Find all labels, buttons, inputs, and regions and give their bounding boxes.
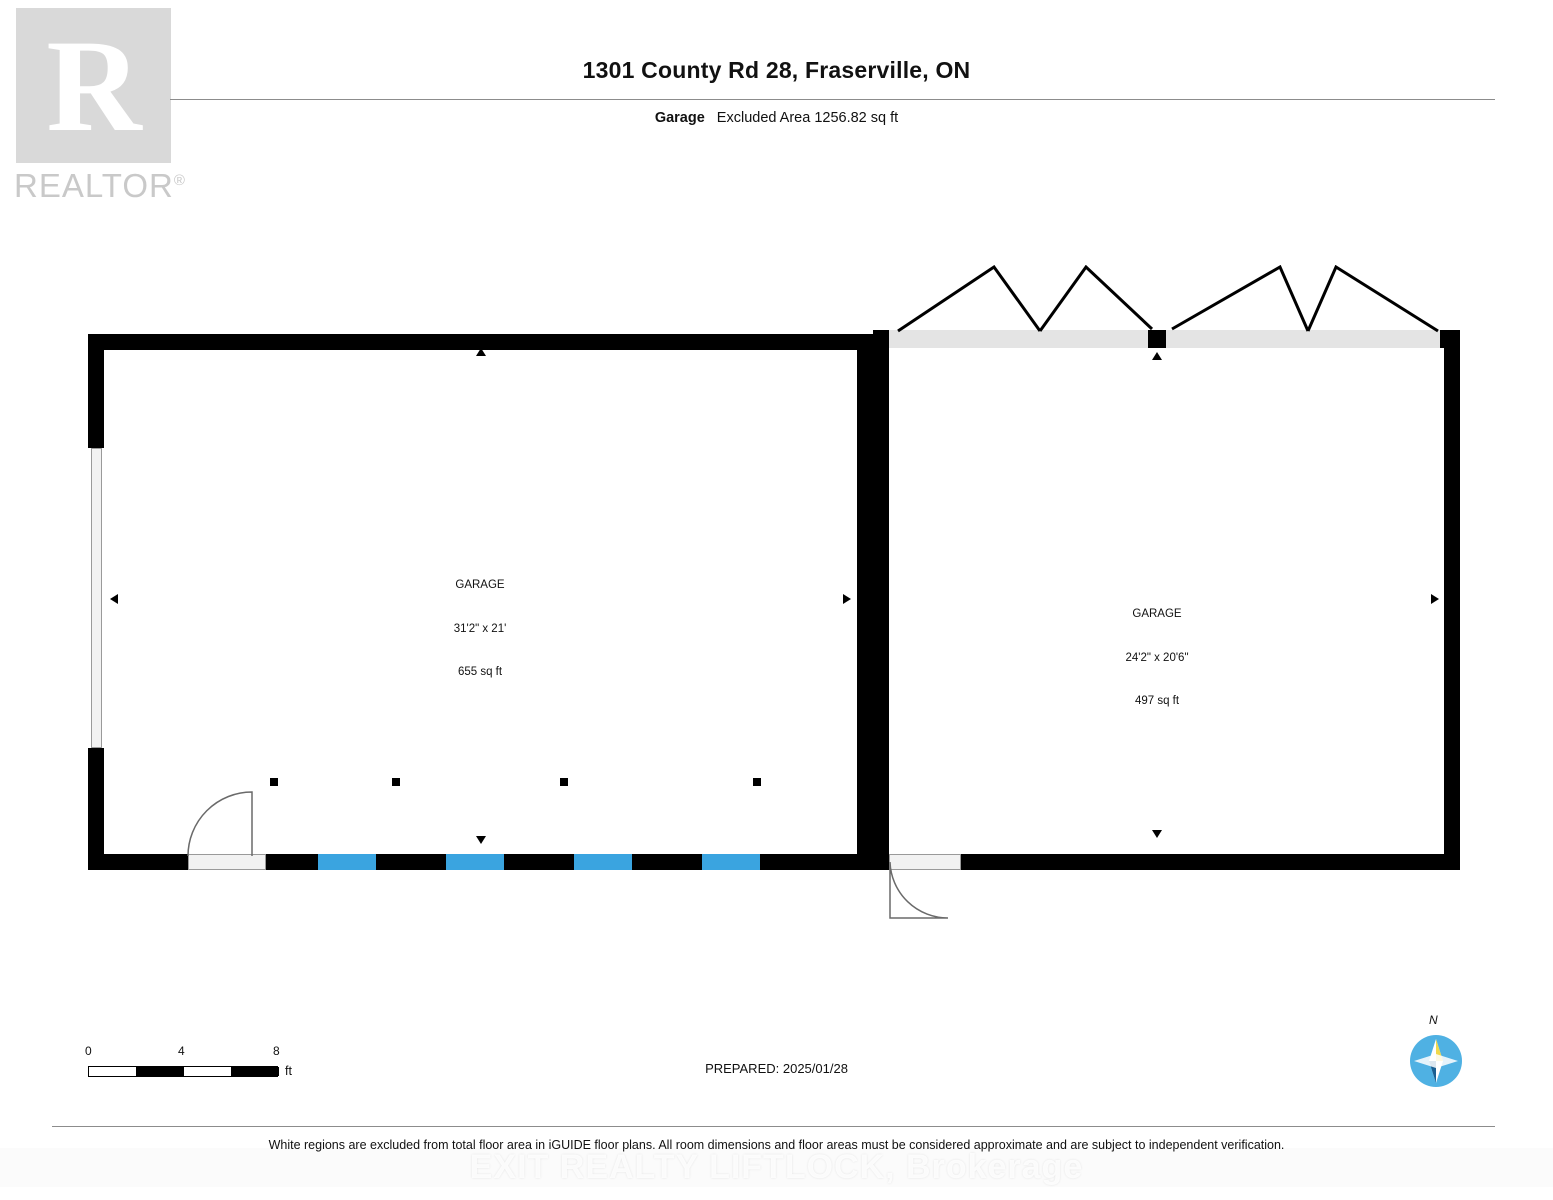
realtor-wordmark-text: REALTOR [14,167,174,204]
door-swing-left-garage [186,790,276,860]
room-label-garage-left [380,549,580,709]
window-left-garage-west [91,448,102,748]
scale-tick-1: 4 [178,1044,185,1058]
dimension-arrow-left-west [110,594,118,604]
room-name-garage-right: GARAGE [1132,608,1182,620]
dimension-arrow-right-bottom [1152,830,1162,838]
room-name-garage-left: GARAGE [455,579,505,591]
door-swing-right-garage [886,860,966,922]
scale-tick-labels [85,1044,300,1060]
interior-post-4 [753,778,761,786]
compass-north-label: N [1429,1013,1438,1027]
room-dimensions-garage-right: 24'2" x 20'6" [1125,651,1189,664]
scale-unit-label: ft [285,1064,292,1078]
wall-left-garage-bottom-6 [760,854,873,870]
garage-door-1 [318,854,376,870]
brokerage-watermark: EXIT REALTY LIFTLOCK, Brokerage [469,1148,1084,1186]
garage-door-2 [446,854,504,870]
scale-tick-0: 0 [85,1044,92,1058]
scale-tick-2: 8 [273,1044,280,1058]
overhead-door-swing-right-garage [890,265,1450,335]
footer-divider [52,1126,1495,1127]
prepared-date: PREPARED: 2025/01/28 [705,1061,848,1076]
wall-left-garage-bottom-4 [504,854,574,870]
interior-post-3 [560,778,568,786]
wall-left-garage-bottom-3 [376,854,446,870]
realtor-logo-letter: R [46,12,142,159]
dimension-arrow-left-bottom [476,836,486,844]
wall-left-garage-bottom-1 [88,854,188,870]
room-area-garage-left: 655 sq ft [457,666,503,678]
room-dimensions-garage-left: 31'2" x 21' [453,622,507,635]
interior-post-2 [392,778,400,786]
garage-door-3 [574,854,632,870]
registered-trademark-icon: ® [173,172,186,189]
wall-left-garage-left-upper [88,334,104,448]
dimension-arrow-right-top [1152,352,1162,360]
wall-right-garage-right [1444,330,1460,870]
wall-left-garage-bottom-5 [632,854,702,870]
page-title: 1301 County Rd 28, Fraserville, ON [582,57,971,83]
dimension-arrow-right-west [868,594,876,604]
footer-disclaimer: White regions are excluded from total floor area in iGUIDE floor plans. All room dimensions and floor areas must be considered approximate and are subject to independent verification. [268,1138,1285,1152]
dimension-arrow-left-top [476,348,486,356]
dimension-arrow-left-east [843,594,851,604]
interior-post-1 [270,778,278,786]
room-label-garage-right [1057,578,1257,738]
compass-rose [1400,1013,1470,1098]
wall-left-garage-left-lower [88,748,104,870]
dimension-arrow-right-east [1431,594,1439,604]
compass-needle-icon [1410,1035,1462,1087]
room-area-garage-right: 497 sq ft [1134,695,1180,707]
garage-door-4 [702,854,760,870]
excluded-area-label: Excluded Area 1256.82 sq ft [716,110,899,126]
level-label: Garage [654,110,705,126]
